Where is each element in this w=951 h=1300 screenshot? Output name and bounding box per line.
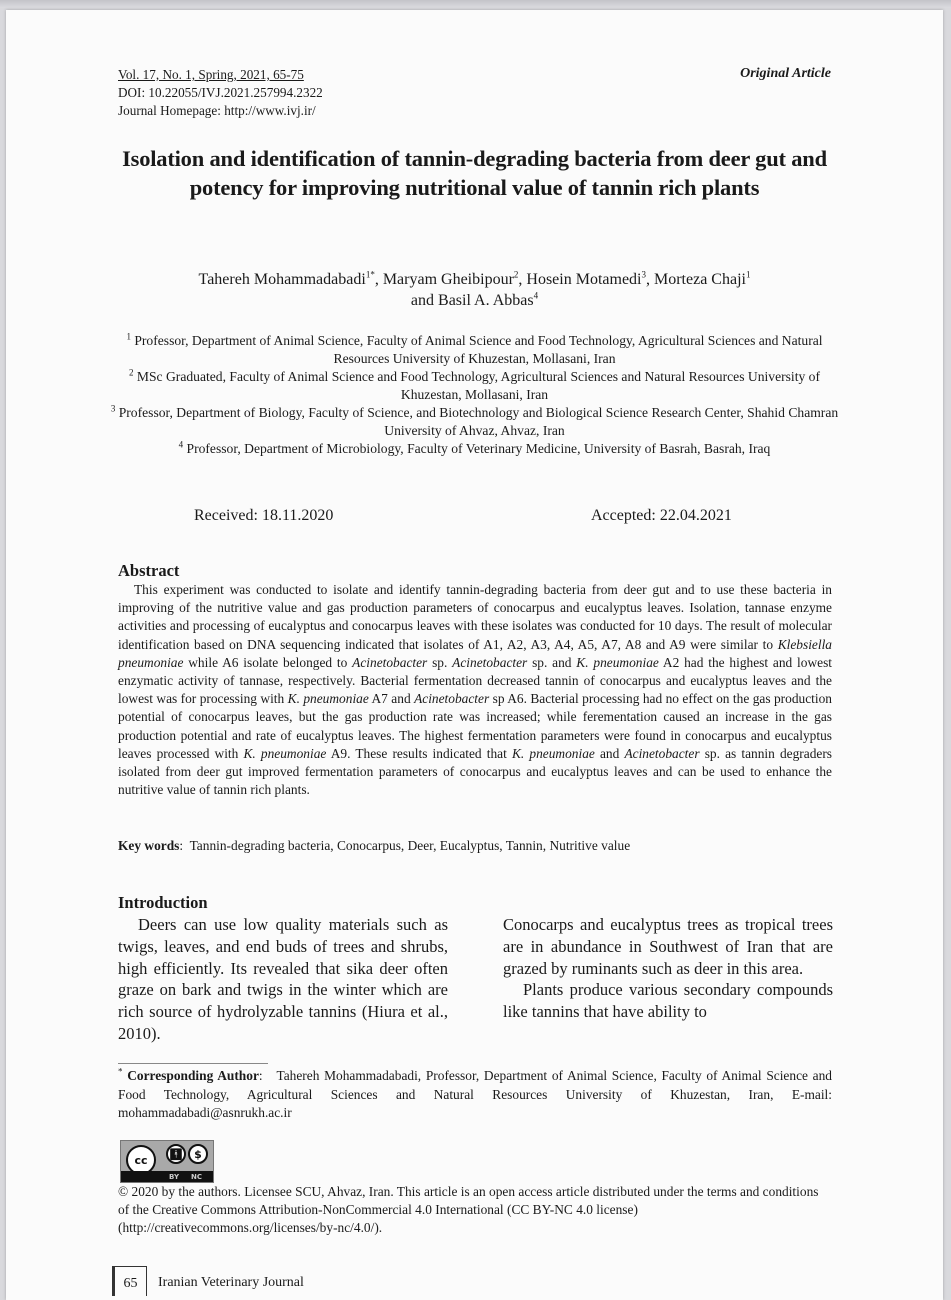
corresponding-author-label: Corresponding Author: [127, 1068, 259, 1083]
footnote-divider: [118, 1063, 268, 1064]
author-affiliation-marker: 3: [641, 269, 646, 280]
abstract-text: sp.: [427, 654, 453, 670]
affiliation-text: Professor, Department of Biology, Faculty of Science, and Biotechnology and Biological Science Research Center, Shahid Chamran University of Ahvaz, Ahvaz, Iran: [115, 405, 839, 438]
affiliation-text: Professor, Department of Animal Science, Faculty of Animal Science and Food Technology, Agricultural Sciences and Natural Resources University of Khuzestan, Mollasani, Iran: [130, 333, 823, 366]
license-statement: © 2020 by the authors. Licensee SCU, Ahvaz, Iran. This article is an open access article distributed under the terms and conditions of the Creative Commons Attribution-NonCommercial 4.0 International (CC BY-NC 4.0 license) (http://creativecommons.org/licenses/by-nc/4.0/).: [118, 1184, 819, 1235]
authors-conjunction: and: [410, 292, 439, 309]
author-name: Basil A. Abbas: [438, 292, 534, 309]
author-affiliation-marker: 1*: [365, 269, 375, 280]
abstract-text: sp. as tannin degraders isolated from deer gut improved fermentation parameters of conocarpus and eucalyptus leaves and can be used to enhance the nutritive value of tannin rich plants.: [118, 745, 833, 798]
affiliation: [106, 404, 843, 440]
abstract-text: A7 and: [368, 691, 415, 707]
author-name: Hosein Motamedi: [526, 271, 642, 288]
attribution-person-icon: 🚹︎: [166, 1144, 186, 1164]
journal-homepage: Journal Homepage: http://www.ivj.ir/: [118, 103, 316, 118]
abstract-text: This experiment was conducted to isolate and identify tannin-degrading bacteria from deer gut and to use these bacteria in improving of the nutritive value and gas production parameters of conocarpus and eucalyptus leaves. Isolation, tannase enzyme activities and processing of eucalyptus and conocarpus leaves with these isolates was conducted for 10 days. The result of molecular identification based on DNA sequencing indicated that isolates of A1, A2, A3, A4, A5, A7, A8 and A9 were similar to: [118, 582, 832, 652]
affiliation-marker: 4: [178, 439, 184, 450]
affiliation-text: Professor, Department of Microbiology, Faculty of Veterinary Medicine, University of Basrah, Basrah, Iraq: [183, 441, 771, 456]
non-commercial-icon: $: [188, 1144, 208, 1164]
corresponding-author-text: Tahereh Mohammadabadi, Professor, Department of Animal Science, Faculty of Animal Science and Food Technology, Agricultural Sciences and Natural Resources University of Khuzestan, Iran, E-mail: mohammadabadi@asnrukh.ac.ir: [118, 1068, 832, 1120]
paper-title: Isolation and identification of tannin-degrading bacteria from deer gut and potency for improving nutritional value of tannin rich plants: [122, 146, 827, 200]
viewer-top-bar: [0, 0, 951, 8]
abstract-text: while A6 isolate belonged to: [183, 654, 353, 670]
journal-meta: [118, 66, 323, 120]
species-name: K. pneumoniae: [576, 654, 659, 670]
species-name: K. pneumoniae: [511, 745, 595, 761]
affiliation-marker: 3: [110, 403, 116, 414]
keywords-value: Tannin-degrading bacteria, Conocarpus, Deer, Eucalyptus, Tannin, Nutritive value: [189, 838, 631, 853]
author-name: Maryam Gheibipour: [382, 271, 514, 288]
abstract-body: [118, 581, 832, 799]
author-affiliation-marker: 1: [745, 269, 751, 280]
affiliation-text: MSc Graduated, Faculty of Animal Science and Food Technology, Agricultural Sciences and Natural Resources University of Khuzestan, Mollasani, Iran: [133, 369, 820, 402]
nc-label: NC: [191, 1173, 202, 1181]
author-affiliation-marker: 4: [533, 290, 539, 301]
footnote-colon: :: [258, 1068, 277, 1083]
intro-paragraph: Conocarps and eucalyptus trees as tropical trees are in abundance in Southwest of Iran that are grazed by ruminants such as deer in this area.: [503, 915, 833, 978]
species-name: Acinetobacter: [624, 745, 700, 761]
affiliation-marker: 2: [129, 367, 134, 378]
author-name: Morteza Chaji: [653, 271, 746, 288]
author-name: Tahereh Mohammadabadi: [198, 271, 366, 288]
keywords-label: Key words: [118, 838, 180, 853]
species-name: Acinetobacter: [452, 654, 528, 670]
species-name: Klebsiella pneumoniae: [118, 636, 832, 670]
species-name: Acinetobacter: [352, 654, 428, 670]
affiliations: [106, 332, 843, 458]
footnote-marker: *: [118, 1066, 123, 1077]
document-page: [6, 10, 943, 1300]
doi: DOI: 10.22055/IVJ.2021.257994.2322: [118, 85, 323, 100]
article-type: Original Article: [740, 66, 831, 81]
accepted-date: Accepted: 22.04.2021: [591, 507, 732, 524]
cc-by-nc-badge: [120, 1140, 214, 1183]
intro-paragraph: Plants produce various secondary compounds like tannins that have ability to: [503, 980, 833, 1022]
abstract-heading: Abstract: [118, 561, 180, 580]
affiliation: [106, 440, 843, 458]
species-name: K. pneumoniae: [243, 745, 327, 761]
journal-name-footer: Iranian Veterinary Journal: [158, 1275, 304, 1290]
keywords: [118, 838, 630, 854]
affiliation-marker: 1: [126, 331, 131, 342]
volume-info: Vol. 17, No. 1, Spring, 2021, 65-75: [118, 67, 304, 82]
affiliation: [106, 332, 843, 368]
page-number: 65: [112, 1266, 147, 1296]
corresponding-author-footnote: [118, 1067, 832, 1123]
abstract-text: A9. These results indicated that: [326, 745, 512, 761]
keywords-colon: :: [179, 838, 190, 853]
author-list: [106, 269, 843, 311]
received-date: Received: 18.11.2020: [194, 507, 334, 524]
introduction-heading: Introduction: [118, 893, 208, 912]
intro-column-right: [503, 914, 833, 1023]
authors-separator: ,: [645, 271, 654, 288]
authors-separator: ,: [518, 271, 527, 288]
intro-column-left: [118, 914, 448, 1045]
author-affiliation-marker: 2: [513, 269, 519, 280]
abstract-text: and: [594, 745, 625, 761]
species-name: K. pneumoniae: [287, 691, 369, 707]
by-label: BY: [169, 1173, 180, 1181]
creative-commons-icon: cc: [126, 1145, 156, 1175]
affiliation: [106, 368, 843, 404]
intro-paragraph: Deers can use low quality materials such as twigs, leaves, and end buds of trees and shrubs, high efficiently. Its revealed that sika deer often graze on bark and twigs in the winter which are rich source of hydrolyzable tannins (Hiura et al., 2010).: [118, 915, 448, 1043]
abstract-text: sp A6. Bacterial processing had no effect on the gas production potential of conocarpus leaves, but the gas production rate was increased; while ferementation caused an increase in the gas production potential and rate of eucalyptus leaves. The highest fermentation parameters were found in conocarpus and eucalyptus leaves processed with: [118, 691, 832, 761]
authors-separator: ,: [374, 271, 383, 288]
species-name: Acinetobacter: [414, 691, 490, 707]
abstract-text: sp. and: [527, 654, 577, 670]
abstract-text: A2 had the highest and lowest enzymatic activity of tannase, respectively. Bacterial fermentation decreased tannin of conocarpus and eucalyptus leaves and the lowest was for processing with: [118, 654, 833, 707]
